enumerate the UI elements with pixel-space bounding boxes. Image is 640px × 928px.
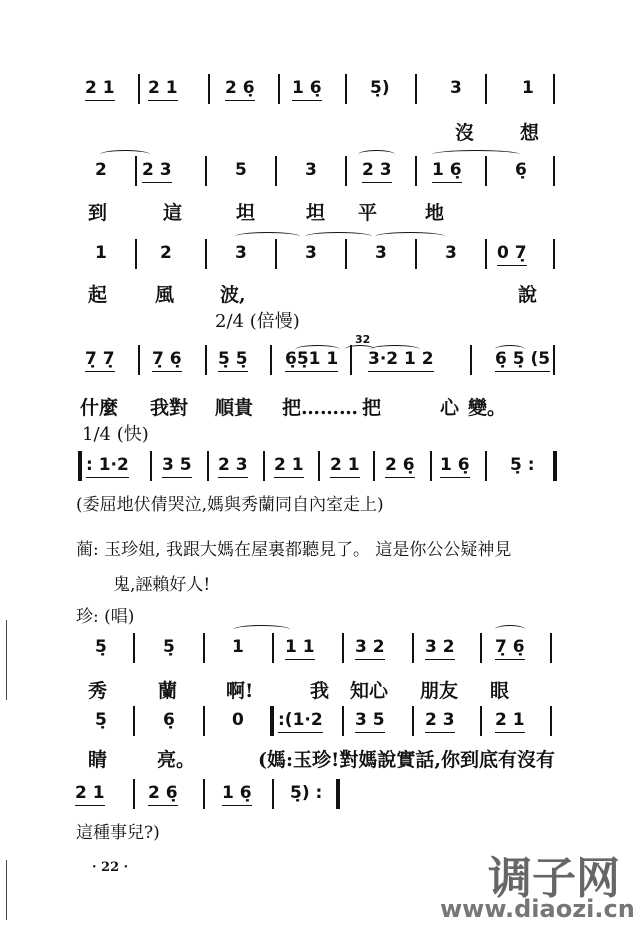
slur-mark bbox=[305, 232, 372, 241]
barline bbox=[275, 239, 277, 269]
lyric-text: 把……… bbox=[282, 397, 359, 419]
slur-mark bbox=[495, 345, 525, 354]
measure-notes: 1 6̣ bbox=[440, 455, 470, 478]
measure-notes: 7̣ 6̣ bbox=[152, 349, 182, 372]
slur-mark bbox=[100, 150, 150, 159]
lyric-text: 地 bbox=[425, 202, 445, 224]
measure-notes: 5̣) : bbox=[290, 783, 323, 803]
measure-notes: 5̣ bbox=[163, 637, 175, 657]
measure-notes: 1 6̣ bbox=[222, 783, 252, 806]
measure-notes: 5̣ 5̣ bbox=[218, 349, 248, 372]
repeat-barline bbox=[553, 451, 557, 481]
barline bbox=[415, 239, 417, 269]
barline bbox=[133, 779, 135, 809]
repeat-barline bbox=[270, 706, 274, 736]
barline bbox=[205, 156, 207, 186]
lyric-text: 沒 bbox=[455, 122, 475, 144]
barline bbox=[138, 345, 140, 375]
slur-mark bbox=[432, 150, 520, 159]
measure-notes: 1 bbox=[95, 243, 107, 263]
barline bbox=[272, 779, 274, 809]
measure-notes: 2 1 bbox=[148, 78, 178, 101]
barline bbox=[345, 156, 347, 186]
barline bbox=[133, 633, 135, 663]
measure-notes: 3 bbox=[445, 243, 457, 263]
barline bbox=[485, 156, 487, 186]
barline bbox=[318, 451, 320, 481]
measure-notes: :(1·2 bbox=[278, 710, 323, 733]
barline bbox=[208, 74, 210, 104]
barline bbox=[553, 74, 555, 104]
slur-mark bbox=[370, 345, 420, 354]
lyric-text: 平 bbox=[358, 202, 378, 224]
tempo-mark-number: 32 bbox=[355, 333, 371, 346]
measure-notes: 3·2 1 2 bbox=[368, 349, 434, 372]
measure-notes: 2 3 bbox=[425, 710, 455, 733]
measure-notes: 1 bbox=[232, 637, 244, 657]
measure-notes: 2 6̣ bbox=[225, 78, 255, 101]
measure-notes: 3 2 bbox=[425, 637, 455, 660]
lyric-text: 波, bbox=[220, 284, 246, 306]
barline bbox=[203, 706, 205, 736]
barline bbox=[133, 706, 135, 736]
lyric-text: 亮。 bbox=[157, 749, 196, 771]
barline bbox=[135, 156, 137, 186]
barline bbox=[485, 74, 487, 104]
barline bbox=[412, 706, 414, 736]
measure-notes: 6̣ bbox=[163, 710, 175, 730]
stage-direction: (委屈地伏倩哭泣,媽與秀蘭同自內室走上) bbox=[76, 495, 384, 515]
lyric-text: 坦 bbox=[236, 202, 256, 224]
barline bbox=[138, 74, 140, 104]
dialogue-line: 鬼,誣賴好人! bbox=[113, 575, 211, 595]
lyric-text: 秀 bbox=[88, 680, 108, 702]
barline bbox=[480, 706, 482, 736]
lyric-text: 睛 bbox=[88, 749, 108, 771]
repeat-barline bbox=[78, 451, 82, 481]
measure-notes: 2 1 bbox=[85, 78, 115, 101]
slur-mark bbox=[495, 625, 525, 634]
barline bbox=[135, 239, 137, 269]
measure-notes: 3 bbox=[375, 243, 387, 263]
barline bbox=[207, 451, 209, 481]
barline bbox=[270, 345, 272, 375]
barline bbox=[485, 239, 487, 269]
tempo-marking-slow: 2/4 (倍慢) bbox=[215, 311, 300, 332]
lyric-text: (媽:玉珍!對媽說實話,你到底有沒有 bbox=[258, 749, 555, 771]
barline bbox=[415, 74, 417, 104]
barline bbox=[480, 633, 482, 663]
measure-notes: 1 6̣ bbox=[292, 78, 322, 101]
barline bbox=[263, 451, 265, 481]
barline bbox=[412, 633, 414, 663]
measure-notes: 3 5 bbox=[162, 455, 192, 478]
measure-notes: 5̣ : bbox=[510, 455, 535, 475]
barline bbox=[342, 633, 344, 663]
measure-notes: 2 1 bbox=[75, 783, 105, 806]
measure-notes: 2 bbox=[160, 243, 172, 263]
lyric-text: 知心 bbox=[350, 680, 389, 702]
lyric-text: 什麼 bbox=[80, 397, 119, 419]
measure-notes: 2 6̣ bbox=[385, 455, 415, 478]
measure-notes: 3 bbox=[235, 243, 247, 263]
measure-notes: 6̣5̣1 1 bbox=[285, 349, 338, 372]
measure-notes: 2 1 bbox=[274, 455, 304, 478]
measure-notes: 2 1 bbox=[495, 710, 525, 733]
barline bbox=[550, 706, 552, 736]
barline bbox=[275, 156, 277, 186]
measure-notes: 2 bbox=[95, 160, 107, 180]
measure-notes: 1 bbox=[522, 78, 534, 98]
measure-notes: 5̣ bbox=[95, 637, 107, 657]
barline bbox=[205, 239, 207, 269]
lyric-text: 我對 bbox=[150, 397, 189, 419]
measure-notes: 3 bbox=[305, 160, 317, 180]
barline bbox=[553, 239, 555, 269]
measure-notes: 3 2 bbox=[355, 637, 385, 660]
barline bbox=[470, 345, 472, 375]
scan-edge-line bbox=[6, 620, 7, 700]
page-number: · 22 · bbox=[92, 860, 129, 875]
measure-notes: 7̣ 7̣ bbox=[85, 349, 115, 372]
watermark-logo: 调子网 bbox=[488, 853, 620, 904]
lyric-text: 啊! bbox=[226, 680, 254, 702]
scan-edge-line bbox=[6, 860, 7, 920]
slur-mark bbox=[235, 232, 300, 241]
measure-notes: 2 3 bbox=[142, 160, 172, 183]
measure-notes: 0 bbox=[232, 710, 244, 730]
measure-notes: 2 3 bbox=[218, 455, 248, 478]
barline bbox=[430, 451, 432, 481]
measure-notes: 5 bbox=[235, 160, 247, 180]
measure-notes: 2 6̣ bbox=[148, 783, 178, 806]
singer-label: 珍: (唱) bbox=[76, 607, 135, 627]
measure-notes: 6̣ 5̣ (5 bbox=[495, 349, 550, 372]
measure-notes: 2 3 bbox=[362, 160, 392, 183]
measure-notes: 3 bbox=[450, 78, 462, 98]
watermark-url: www.diaozi.cn bbox=[440, 895, 635, 923]
lyric-text: 變。 bbox=[468, 397, 507, 419]
lyric-text: 朋友 bbox=[420, 680, 459, 702]
barline bbox=[485, 451, 487, 481]
lyric-text: 起 bbox=[88, 284, 108, 306]
lyric-text: 順貴 bbox=[215, 397, 254, 419]
closing-text: 這種事兒?) bbox=[76, 823, 160, 843]
tempo-marking-fast: 1/4 (快) bbox=[82, 424, 149, 445]
lyric-text: 到 bbox=[88, 202, 108, 224]
barline bbox=[553, 345, 555, 375]
barline bbox=[272, 633, 274, 663]
barline bbox=[345, 74, 347, 104]
barline bbox=[203, 633, 205, 663]
barline bbox=[203, 779, 205, 809]
lyric-text: 我 bbox=[310, 680, 330, 702]
measure-notes: : 1·2 bbox=[86, 455, 129, 478]
lyric-text: 蘭 bbox=[158, 680, 178, 702]
measure-notes: 1 6̣ bbox=[432, 160, 462, 183]
slur-mark bbox=[233, 625, 290, 634]
barline bbox=[150, 451, 152, 481]
lyric-text: 說 bbox=[518, 284, 538, 306]
lyric-text: 眼 bbox=[490, 680, 510, 702]
barline bbox=[553, 156, 555, 186]
measure-notes: 2 1 bbox=[330, 455, 360, 478]
lyric-text: 這 bbox=[163, 202, 183, 224]
measure-notes: 0 7̣ bbox=[497, 243, 527, 266]
lyric-text: 風 bbox=[155, 284, 175, 306]
measure-notes: 7̣ 6̣ bbox=[495, 637, 525, 660]
barline bbox=[373, 451, 375, 481]
barline bbox=[550, 633, 552, 663]
lyric-text: 心 bbox=[440, 397, 460, 419]
slur-mark bbox=[295, 345, 340, 354]
lyric-text: 坦 bbox=[306, 202, 326, 224]
lyric-text: 把 bbox=[362, 397, 382, 419]
barline bbox=[205, 345, 207, 375]
lyric-text: 想 bbox=[520, 122, 540, 144]
measure-notes: 5̣) bbox=[370, 78, 390, 98]
measure-notes: 6̣ bbox=[515, 160, 527, 180]
barline bbox=[278, 74, 280, 104]
slur-mark bbox=[358, 150, 395, 159]
barline bbox=[345, 239, 347, 269]
repeat-barline bbox=[336, 779, 340, 809]
slur-mark bbox=[375, 232, 445, 241]
measure-notes: 1 1 bbox=[285, 637, 315, 660]
measure-notes: 3 bbox=[305, 243, 317, 263]
measure-notes: 5̣ bbox=[95, 710, 107, 730]
barline bbox=[415, 156, 417, 186]
barline bbox=[342, 706, 344, 736]
measure-notes: 3 5 bbox=[355, 710, 385, 733]
dialogue-line: 蔺: 玉珍姐, 我跟大媽在屋裏都聽見了。 這是你公公疑神見 bbox=[76, 540, 512, 560]
